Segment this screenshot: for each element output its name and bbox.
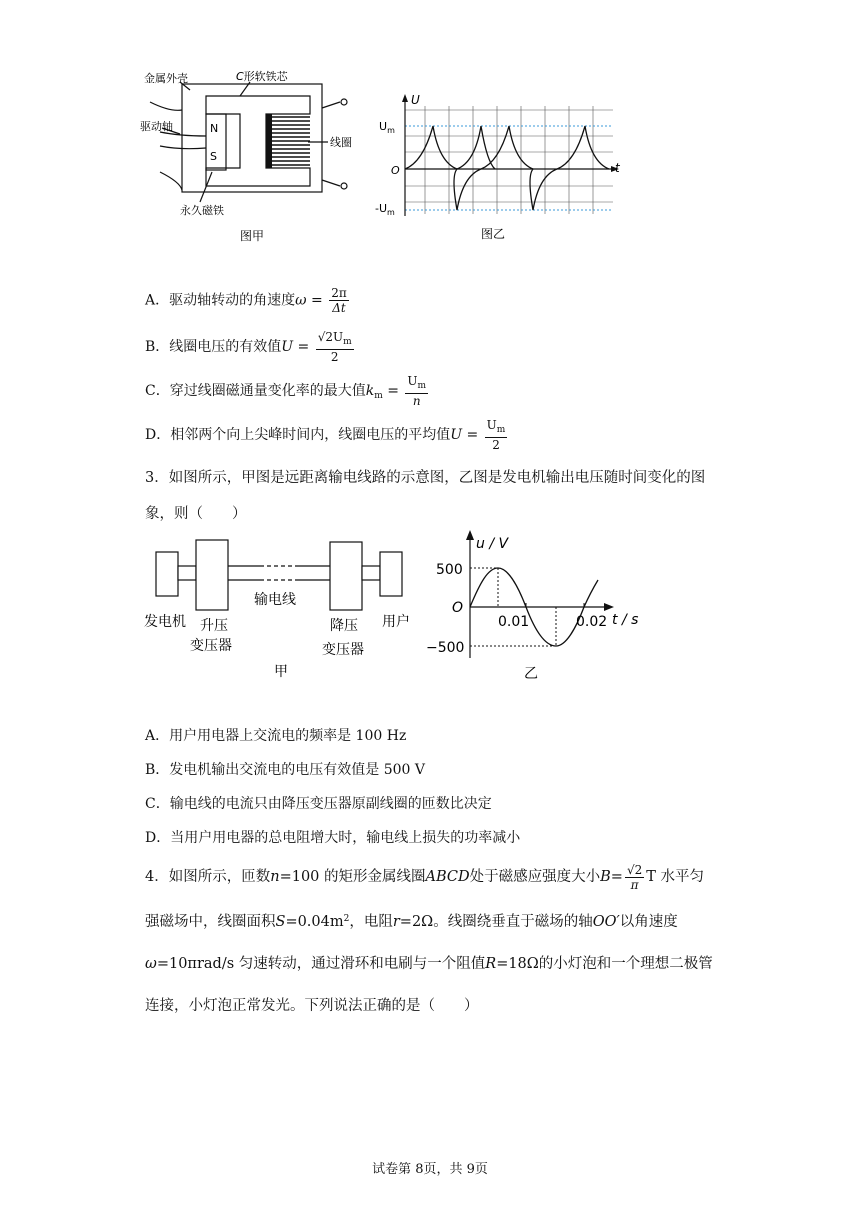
axis-t-label: t — [615, 161, 620, 175]
um-label: $U_m$ — [379, 120, 395, 135]
sine-y-top: 500 — [436, 562, 463, 578]
pole-n: N — [210, 122, 219, 135]
figure-waveform — [375, 92, 635, 244]
sine-y-bottom: −500 — [426, 640, 465, 656]
sine-xlabel: t / s — [612, 612, 639, 628]
voltage-curve — [405, 126, 609, 210]
label-shaft: 驱动轴 — [140, 120, 173, 133]
label-generator: 发电机 — [144, 614, 186, 630]
origin-label: O — [391, 164, 400, 177]
label-user: 用户 — [382, 614, 410, 630]
label-step-up-2: 变压器 — [190, 638, 232, 654]
caption-jia-3: 甲 — [274, 664, 288, 680]
caption-jia: 图甲 — [240, 229, 265, 243]
label-coil: 线圈 — [330, 136, 352, 149]
q2-option-a: A．驱动轴转动的角速度ω = $\frac{2\pi}{\Delta t}$ — [145, 286, 347, 315]
label-step-down-2: 变压器 — [322, 642, 364, 658]
axis-u-label: U — [411, 93, 420, 107]
q3-option-b: B．发电机输出交流电的电压有效值是 500 V — [145, 762, 426, 778]
figure-sine — [420, 528, 650, 688]
label-shell: 金属外壳 — [144, 72, 188, 85]
q3-option-a: A．用户用电器上交流电的频率是 100 Hz — [145, 728, 407, 744]
pole-s: S — [210, 150, 217, 163]
sine-ylabel: u / V — [476, 536, 509, 552]
q3-option-d: D．当用户用电器的总电阻增大时，输电线上损失的功率减小 — [145, 830, 521, 846]
metal-shell — [182, 84, 322, 192]
label-step-down-1: 降压 — [330, 618, 358, 634]
sine-x2: 0.02 — [576, 614, 608, 630]
page-footer: 试卷第 8页，共 9页 — [372, 1162, 488, 1177]
q4-stem: 4．如图所示，匝数n=100 的矩形金属线圈ABCD处于磁感应强度大小B= $\frac{√2}{\pi}$ T 水平匀强磁场中，线圈面积$S=0.04m^2$，电阻r=2Ω。线圈绕垂直于磁场的轴OO′以角速度ω=10πrad/s 匀速转动，通过滑环和电刷与一个阻值R=18Ω的小灯泡和一个理想二极管连接，小灯泡正常发光。下列说法正确的是（ ） — [145, 862, 713, 1014]
caption-yi: 图乙 — [481, 227, 506, 241]
label-step-up-1: 升压 — [200, 618, 228, 634]
figure-transmission — [144, 538, 420, 688]
label-line: 输电线 — [254, 592, 296, 608]
neg-um-label: $-U_m$ — [375, 202, 395, 217]
q2-option-d: D．相邻两个向上尖峰时间内，线圈电压的平均值U = $\frac{U_m}{2}$ — [145, 418, 506, 452]
label-core: C形软铁芯 — [236, 70, 288, 83]
sine-x1: 0.01 — [498, 614, 530, 630]
label-magnet: 永久磁铁 — [180, 204, 224, 217]
coil — [270, 117, 310, 165]
q2-option-b: B．线圈电压的有效值U = $\frac{√2U_m}{2}$ — [145, 330, 352, 364]
sine-origin: O — [452, 600, 464, 616]
q3-stem: 3．如图所示，甲图是远距离输电线路的示意图，乙图是发电机输出电压随时间变化的图象，则（ ） — [145, 470, 706, 522]
q2-option-c: C．穿过线圈磁通量变化率的最大值$k_m$ = $\frac{U_m}{n}$ — [145, 374, 427, 408]
caption-yi-3: 乙 — [524, 666, 538, 682]
q3-option-c: C．输电线的电流只由降压变压器原副线圈的匝数比决定 — [145, 796, 492, 812]
figure-generator — [140, 62, 380, 247]
